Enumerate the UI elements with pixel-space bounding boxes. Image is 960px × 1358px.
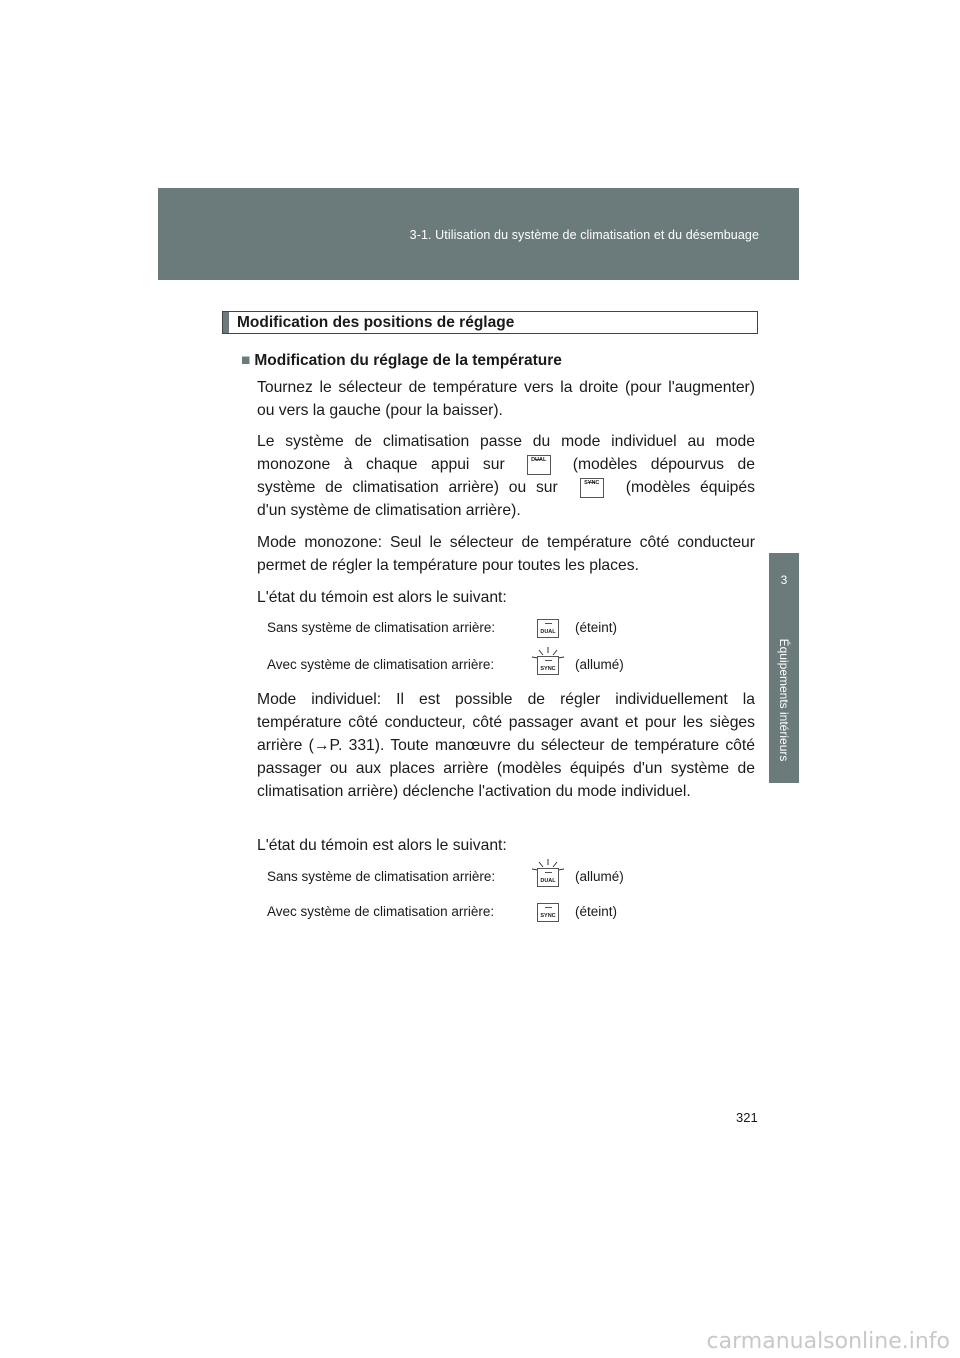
paragraph-mode-switch-part3: (modèles équipés d'un système de climatisation arrière). [257,479,755,519]
indicator-line-state: (allumé) [575,657,624,672]
indicator-line-state: (éteint) [575,904,618,919]
indicator-line-label: Avec système de climatisation arrière: [267,657,495,672]
side-tab-number: 3 [780,573,788,587]
paragraph-individual-mode: Mode individuel: Il est possible de régler individuellement la température côté conducteur, côté passager avant et pour les sièges arrière (→P. 331). Toute manœuvre du sélecteur de température côté passager ou aux places arrière (modèles équipés d'un système de climatisation arrière) déclenche l'activation du mode individuel. [257,691,755,800]
square-bullet-icon: ■ [241,352,251,369]
indicator-line-state: (éteint) [575,620,618,635]
paragraph-indicator-state-1: L'état du témoin est alors le suivant: [257,589,507,606]
paragraph-monozone: Mode monozone: Seul le sélecteur de température côté conducteur permet de régler la température pour toutes les places. [257,534,755,574]
section-heading-bar [223,312,229,333]
paragraph-indicator-state-2: L'état du témoin est alors le suivant: [257,837,507,854]
chapter-header [158,188,799,280]
dual-button-icon: DUAL [527,455,551,475]
paragraph-temperature-dial: Tournez le sélecteur de température vers la droite (pour l'augmenter) ou vers la gauche (pour la baisser). [257,379,755,419]
section-title: Modification des positions de réglage [237,314,515,331]
dual-button-icon: DUAL [537,619,559,638]
paragraph-mode-switch [257,430,755,522]
page-number: 321 [736,1110,758,1125]
subsection-title: Modification du réglage de la température [254,352,562,369]
indicator-line-label: Sans système de climatisation arrière: [267,869,496,884]
watermark: carmanualsonline.info [706,1329,950,1354]
side-tab-label: Équipements intérieurs [777,638,791,762]
indicator-line-state: (allumé) [575,869,624,884]
sync-button-icon: SYNC [580,478,604,498]
section-heading-box [222,311,758,334]
subsection-heading [241,352,562,370]
paragraph-mode-switch-part2: (modèles dépourvus de système de climatisation arrière) ou sur [257,456,755,496]
sync-button-icon: SYNC [537,903,559,922]
paragraph-mode-switch-part1: Le système de climatisation passe du mode individuel au mode monozone à chaque appui sur [257,433,755,473]
indicator-line-label: Sans système de climatisation arrière: [267,620,496,635]
chapter-title: 3-1. Utilisation du système de climatisation et du désembuage [409,228,759,242]
indicator-line-label: Avec système de climatisation arrière: [267,904,495,919]
